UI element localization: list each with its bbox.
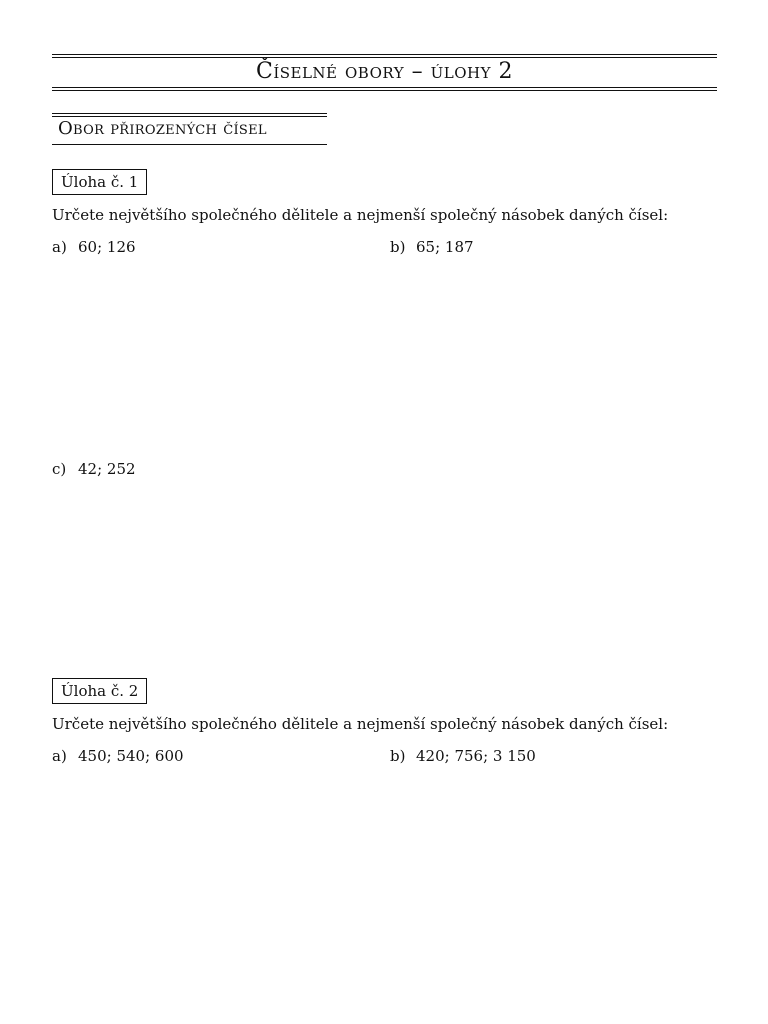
section-rule-bottom [52,144,327,145]
task-1-item-c [52,459,136,479]
item-label: b) [390,747,406,765]
page-title: Číselné obory – úlohy 2 [255,59,513,84]
item-value: 420; 756; 3 150 [416,747,536,765]
item-value: 450; 540; 600 [78,747,184,765]
item-value: 65; 187 [416,238,474,256]
section-title: Obor přirozených čísel [58,118,267,139]
item-value: 60; 126 [78,238,136,256]
item-label: b) [390,238,406,256]
task-2-label: Úloha č. 2 [52,678,147,704]
title-rule-bottom-2 [52,90,717,91]
task-2-item-a [52,746,184,766]
item-label: a) [52,238,67,256]
task-1-text: Určete největšího společného dělitele a nejmenší společný násobek daných čísel: [52,206,669,224]
task-1-label: Úloha č. 1 [52,169,147,195]
title-rule-bottom-1 [52,87,717,88]
item-value: 42; 252 [78,460,136,478]
task-1-item-a [52,237,136,257]
section-rule-top-1 [52,113,327,114]
item-label: a) [52,747,67,765]
task-1-item-b [390,237,474,257]
item-label: c) [52,460,67,478]
title-rule-top-1 [52,54,717,55]
task-2-item-b [390,746,536,766]
task-2-text: Určete největšího společného dělitele a nejmenší společný násobek daných čísel: [52,715,669,733]
